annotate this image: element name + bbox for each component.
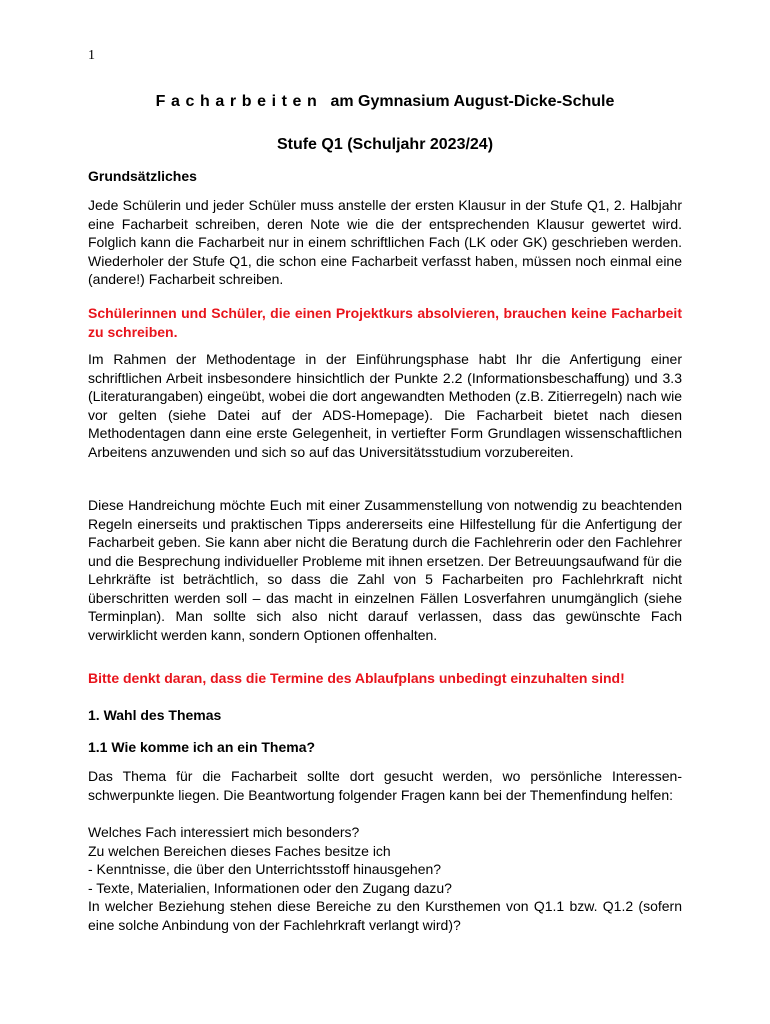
question-line: - Texte, Materialien, Informationen oder den Zugang dazu? bbox=[88, 879, 452, 896]
document-title bbox=[88, 92, 682, 112]
heading-wahl-des-themas: 1. Wahl des Themas bbox=[88, 707, 222, 723]
question-list bbox=[88, 823, 682, 897]
notice-termine: Bitte denkt daran, dass die Termine des Ablaufplans unbedingt einzuhalten sind! bbox=[88, 670, 625, 686]
paragraph-kursthemen-bezug: In welcher Beziehung stehen diese Bereiche zu den Kursthemen von Q1.1 bzw. Q1.2 (sofern eine solche Anbindung von der Fachlehrkraft verlangt wird)? bbox=[88, 898, 682, 933]
notice-projektkurs: Schülerinnen und Schüler, die einen Projektkurs absolvieren, brauchen keine Facharbeit zu schreiben. bbox=[88, 305, 682, 340]
paragraph-handreichung: Diese Handreichung möchte Euch mit einer Zusammenstellung von notwendig zu beachtenden Regeln einerseits und praktischen Tipps andererseits eine Hilfestellung für die Anfertigung der Facharbeit geben. Sie kann aber nicht die Beratung durch die Fachlehrerin oder den Fachlehrer und die Besprechung individueller Probleme mit ihnen ersetzen. Der Betreuungsaufwand für die Lehrkräfte ist beträchtlich, so dass die Zahl von 5 Facharbeiten pro Fachlehrkraft nicht überschritten werden soll – das macht in einzelnen Fällen Losverfahren unumgänglich (siehe Terminplan). Man sollte sich also nicht darauf verlassen, dass das gewünschte Fach verwirklicht werden kann, sondern Optionen offenhalten. bbox=[88, 497, 682, 643]
question-line: - Kenntnisse, die über den Unterrichtsstoff hinausgehen? bbox=[88, 861, 442, 877]
heading-thema-finden: 1.1 Wie komme ich an ein Thema? bbox=[88, 739, 316, 755]
page-number: 1 bbox=[88, 48, 95, 63]
heading-grundsaetzliches: Grundsätzliches bbox=[88, 168, 197, 184]
question-line: Zu welchen Bereichen dieses Faches besitze ich bbox=[88, 842, 391, 859]
paragraph-methodentage: Im Rahmen der Methodentage in der Einführungsphase habt Ihr die Anfertigung einer schriftlichen Arbeit insbesondere hinsichtlich der Punkte 2.2 (Informationsbeschaffung) und 3.3 (Literaturangaben) eingeübt, wobei die dort angewandten Methoden (z.B. Zitierregeln) nach wie vor gelten (siehe Datei auf der ADS-Homepage). Die Facharbeit bietet nach diesen Methodentagen dann eine erste Gelegenheit, in vertiefter Form Grundlagen wissenschaftlichen Arbeitens anzuwenden und sich so auf das Universitätsstudium vorzubereiten. bbox=[88, 351, 682, 460]
title-spaced-word: Facharbeiten bbox=[155, 93, 323, 110]
paragraph-themenfindung-intro: Das Thema für die Facharbeit sollte dort gesucht werden, wo persönliche Interessen-schwerpunkte liegen. Die Beantwortung folgender Fragen kann bei der Themenfindung helfen: bbox=[88, 768, 682, 803]
question-line: Welches Fach interessiert mich besonders? bbox=[88, 824, 360, 840]
paragraph-facharbeit-pflicht: Jede Schülerin und jeder Schüler muss anstelle der ersten Klausur in der Stufe Q1, 2. Halbjahr eine Facharbeit schreiben, deren Note wie die der entsprechenden Klausur gewertet wird. Folglich kann die Facharbeit nur in einem schriftlichen Fach (LK oder GK) geschrieben werden. Wiederholer der Stufe Q1, die schon eine Facharbeit verfasst haben, müssen noch einmal eine (andere!) Facharbeit schreiben. bbox=[88, 197, 682, 287]
title-rest: am Gymnasium August-Dicke-Schule bbox=[330, 93, 615, 110]
document-subtitle: Stufe Q1 (Schuljahr 2023/24) bbox=[276, 136, 494, 153]
